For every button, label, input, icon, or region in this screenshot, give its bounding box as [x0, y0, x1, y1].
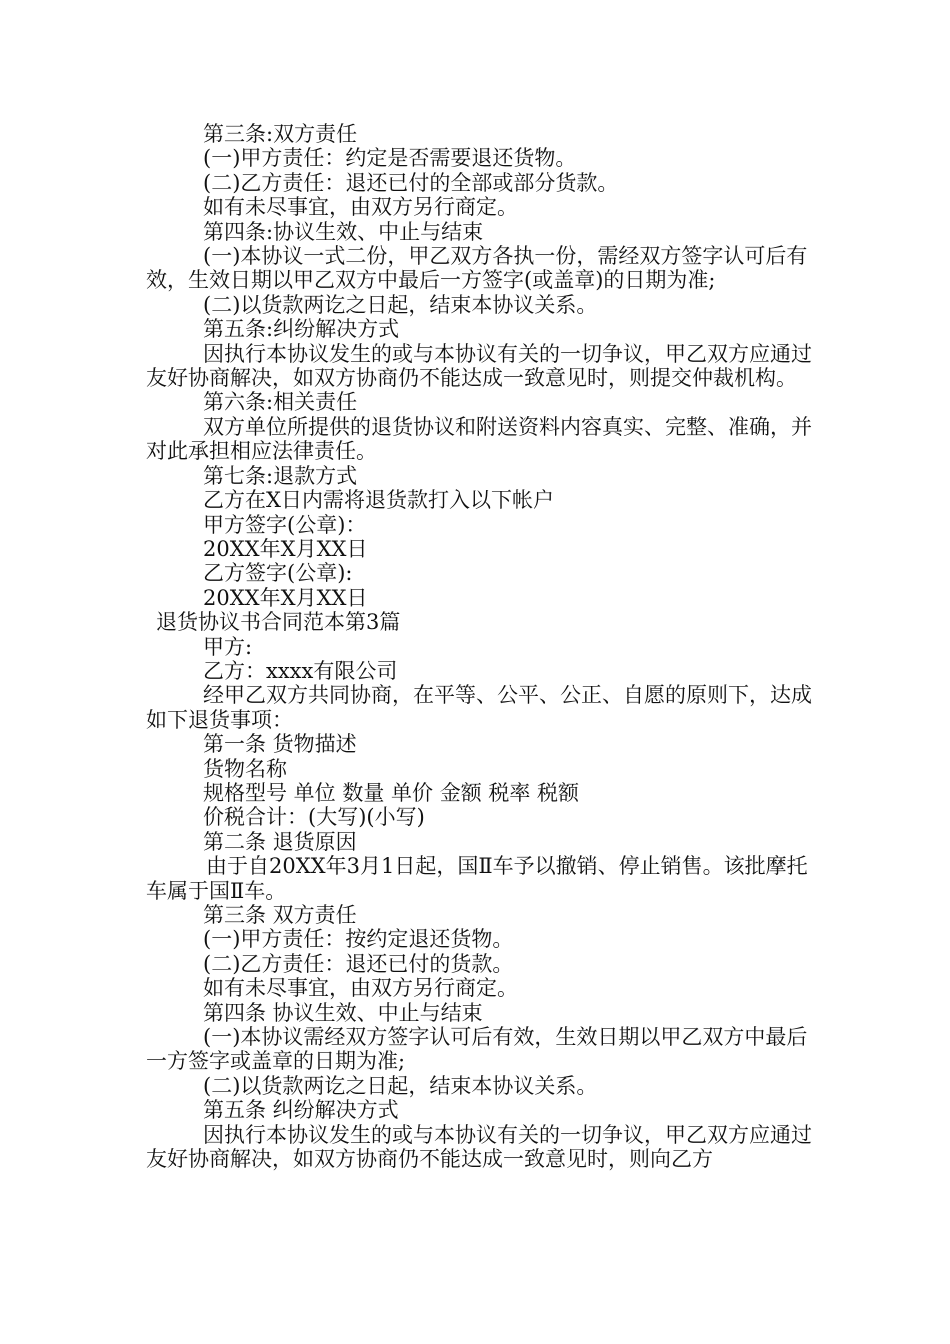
paragraph-effective-terms: (一)本协议一式二份，甲乙双方各执一份，需经双方签字认可后有效，生效日期以甲乙双方中最后一方签字(或盖章)的日期为准;: [146, 244, 808, 293]
section-title: 退货协议书合同范本第3篇: [156, 610, 401, 635]
paragraph-article7-title: 第七条:退款方式: [203, 463, 358, 488]
paragraph-party-a-label: 甲方:: [203, 634, 253, 659]
paragraph-article5b-title: 第五条 纠纷解决方式: [203, 1098, 399, 1123]
paragraph-party-a-duty: (一)甲方责任：约定是否需要退还货物。: [203, 146, 577, 171]
paragraph-termination-2: (二)以货款两讫之日起，结束本协议关系。: [203, 1073, 598, 1098]
paragraph-article6-title: 第六条:相关责任: [203, 390, 358, 415]
paragraph-article4b-title: 第四条 协议生效、中止与结束: [203, 1000, 483, 1025]
paragraph-goods-name: 货物名称: [203, 756, 287, 781]
paragraph-return-reason: 由于自20XX年3月1日起，国Ⅱ车予以撤销、停止销售。该批摩托车属于国Ⅱ车。: [146, 854, 808, 903]
paragraph-refund-method: 乙方在X日内需将退货款打入以下帐户: [203, 488, 554, 513]
paragraph-party-b-duty-2: (二)乙方责任：退还已付的货款。: [203, 951, 514, 976]
paragraph-party-a-date: 20XX年X月XX日: [203, 536, 368, 561]
paragraph-party-b-duty: (二)乙方责任：退还已付的全部或部分货款。: [203, 170, 619, 195]
paragraph-other-matters: 如有未尽事宜，由双方另行商定。: [203, 195, 518, 220]
paragraph-agreement-intro: 经甲乙双方共同协商，在平等、公平、公正、自愿的原则下，达成如下退货事项：: [146, 683, 812, 732]
paragraph-party-a-signature: 甲方签字(公章)：: [203, 512, 367, 537]
paragraph-article2-title: 第二条 退货原因: [203, 829, 357, 854]
paragraph-party-b-date: 20XX年X月XX日: [203, 585, 368, 610]
paragraph-party-b-signature: 乙方签字(公章):: [203, 561, 353, 586]
paragraph-other-matters-2: 如有未尽事宜，由双方另行商定。: [203, 976, 518, 1001]
paragraph-termination: (二)以货款两讫之日起，结束本协议关系。: [203, 292, 598, 317]
paragraph-goods-columns: 规格型号 单位 数量 单价 金额 税率 税额: [203, 780, 580, 805]
paragraph-party-a-duty-2: (一)甲方责任：按约定退还货物。: [203, 927, 514, 952]
paragraph-effective-terms-2: (一)本协议需经双方签字认可后有效，生效日期以甲乙双方中最后一方签字或盖章的日期为准;: [146, 1025, 808, 1074]
paragraph-party-b-label: 乙方：xxxx有限公司: [203, 658, 398, 683]
paragraph-article3-title: 第三条:双方责任: [203, 122, 358, 146]
paragraph-article1-title: 第一条 货物描述: [203, 732, 357, 757]
paragraph-dispute-resolution-2: 因执行本协议发生的或与本协议有关的一切争议，甲乙双方应通过友好协商解决，如双方协商仍不能达成一致意见时，则向乙方: [146, 1122, 812, 1172]
paragraph-article4-title: 第四条:协议生效、中止与结束: [203, 219, 484, 244]
paragraph-total-price: 价税合计：(大写)(小写): [203, 805, 425, 830]
document-body: [146, 122, 816, 1171]
paragraph-dispute-resolution: 因执行本协议发生的或与本协议有关的一切争议，甲乙双方应通过友好协商解决，如双方协商仍不能达成一致意见时，则提交仲裁机构。: [146, 341, 812, 391]
paragraph-article5-title: 第五条:纠纷解决方式: [203, 317, 400, 342]
paragraph-article3b-title: 第三条 双方责任: [203, 903, 357, 927]
paragraph-related-liability: 双方单位所提供的退货协议和附送资料内容真实、完整、准确，并对此承担相应法律责任。: [146, 414, 812, 464]
